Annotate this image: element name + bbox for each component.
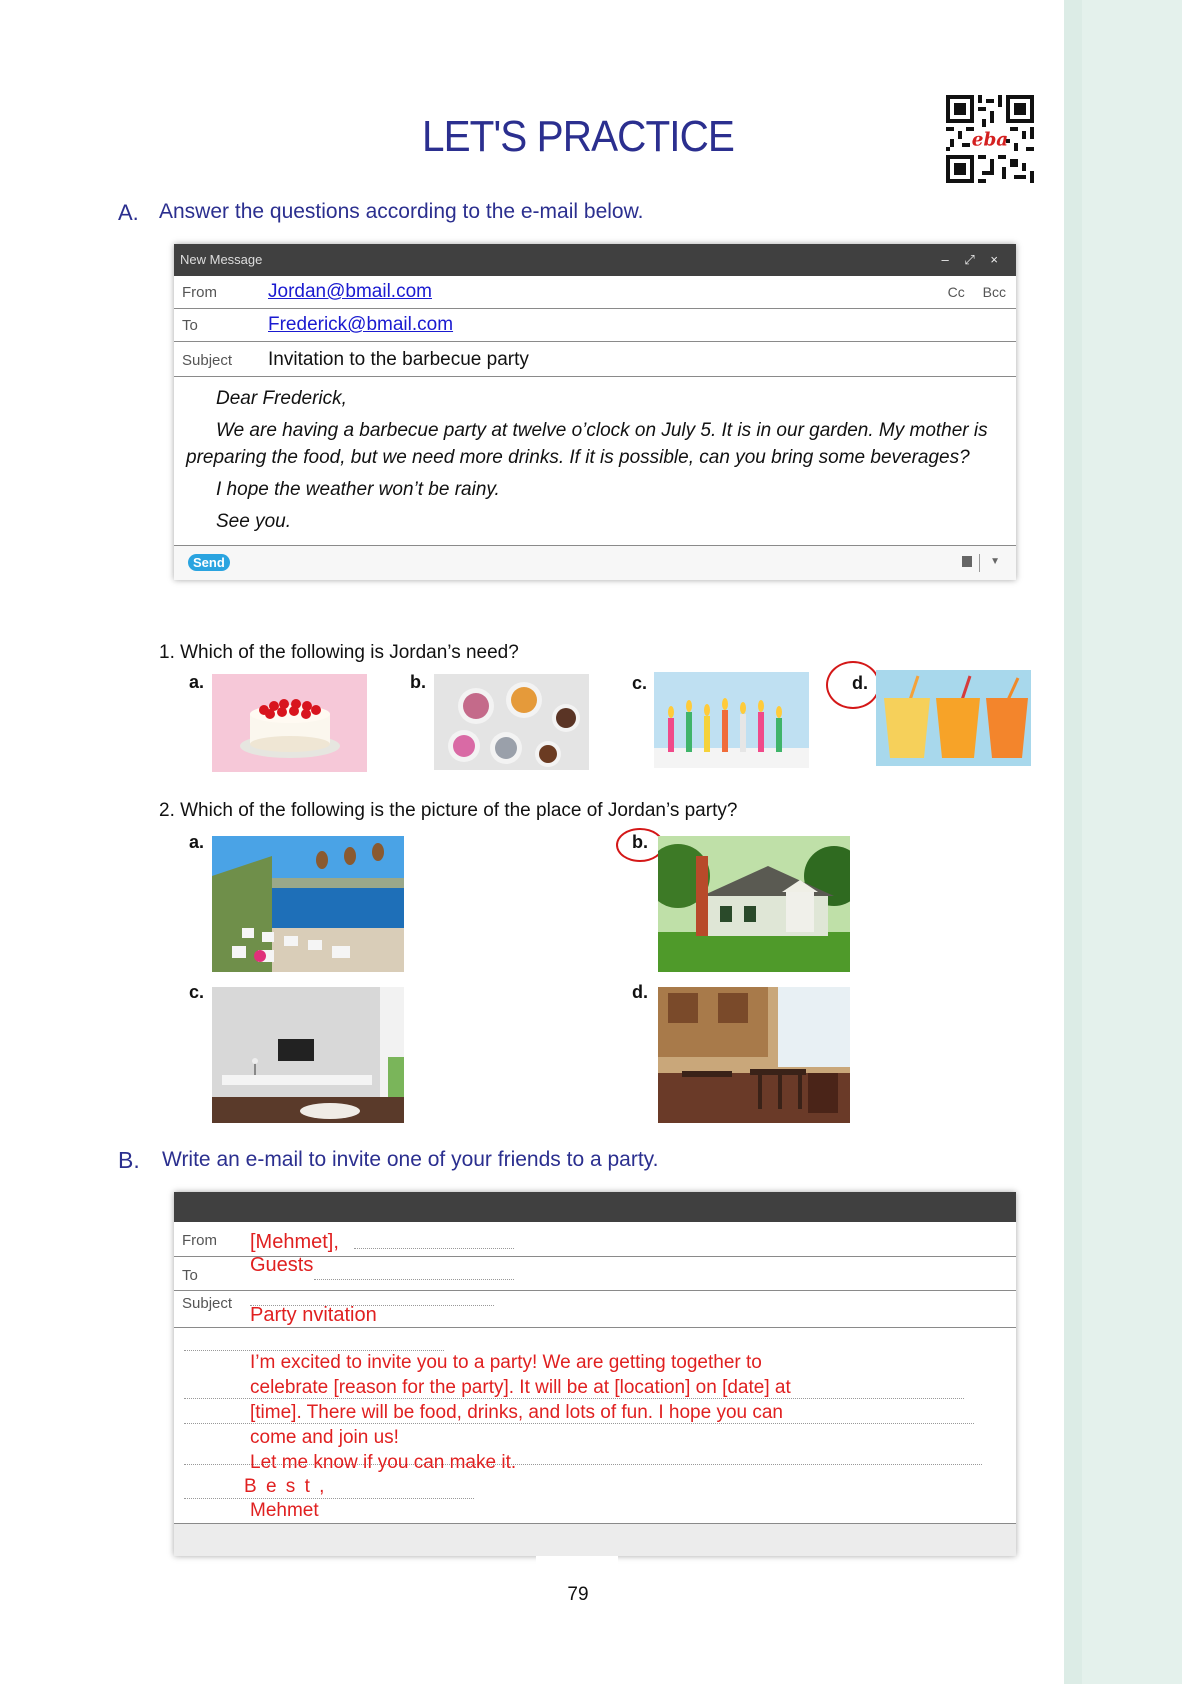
to-row: [174, 309, 1016, 342]
compose-email-form: [174, 1192, 1016, 1556]
cc-link[interactable]: Cc: [947, 284, 965, 300]
house-garden-image: [658, 836, 850, 972]
q1-option-a: a.: [189, 672, 205, 692]
email-window-title: New Message: [180, 252, 263, 267]
from-email-link[interactable]: Jordan@bmail.com: [268, 281, 432, 302]
subject-label: Subject: [182, 352, 233, 369]
compose-from-row: [174, 1222, 1016, 1257]
cake-image: [212, 674, 367, 772]
compose-to-label: To: [182, 1267, 198, 1284]
q2-option-b: b.: [632, 832, 648, 852]
chevron-down-icon[interactable]: ▼: [990, 556, 1000, 567]
compose-signature: Mehmet: [250, 1500, 319, 1521]
q2-option-d: d.: [632, 982, 648, 1002]
q2-option-a: a.: [189, 832, 205, 852]
dotted-line: [354, 1248, 514, 1249]
email-title-bar: [174, 244, 1016, 276]
cafe-interior-image: [658, 987, 850, 1123]
compose-body-text: [250, 1350, 791, 1475]
dotted-line: [250, 1305, 494, 1306]
compose-from-value[interactable]: [Mehmet],: [250, 1231, 339, 1253]
to-email-link[interactable]: Frederick@bmail.com: [268, 314, 454, 335]
trash-icon[interactable]: [962, 556, 972, 567]
answer-circle-q1: [826, 661, 880, 709]
email-body: [174, 377, 1016, 545]
sprinkles-image: [434, 674, 589, 770]
living-room-image: [212, 987, 404, 1123]
to-label: To: [182, 317, 198, 334]
side-margin-strip-inner: [1082, 0, 1182, 1684]
compose-body-line-4: come and join us!: [250, 1427, 399, 1448]
compose-body[interactable]: [174, 1328, 1016, 1524]
compose-body-line-3: [time]. There will be food, drinks, and lots of fun. I hope you can: [250, 1402, 784, 1423]
candles-image: [654, 672, 809, 768]
divider: [979, 554, 980, 572]
send-button[interactable]: Send: [188, 554, 230, 571]
bcc-link[interactable]: Bcc: [982, 284, 1006, 300]
compose-sign-off: B e s t ,: [244, 1476, 327, 1497]
subject-row: [174, 342, 1016, 377]
seaside-restaurant-image: [212, 836, 404, 972]
compose-body-line-5: Let me know if you can make it.: [250, 1452, 517, 1473]
email-footer: [174, 545, 1016, 580]
question-2: 2. Which of the following is the picture of the place of Jordan’s party?: [159, 800, 738, 821]
dotted-line: [184, 1498, 474, 1499]
section-b-instruction: Write an e-mail to invite one of your friends to a party.: [162, 1148, 659, 1171]
page-number: 79: [567, 1584, 589, 1605]
cc-bcc-links[interactable]: [948, 284, 1006, 300]
email-closing: See you.: [216, 511, 291, 532]
question-1: 1. Which of the following is Jordan’s need?: [159, 642, 519, 663]
from-label: From: [182, 284, 217, 301]
compose-subject-label: Subject: [182, 1295, 233, 1312]
window-controls[interactable]: – ⤢ ×: [941, 252, 1004, 267]
compose-to-value[interactable]: Guests: [250, 1254, 314, 1276]
q2-option-c: c.: [189, 982, 205, 1002]
compose-body-line-1: I’m excited to invite you to a party! We are getting together to: [250, 1352, 762, 1373]
compose-footer: [174, 1524, 1016, 1556]
email-greeting: Dear Frederick,: [216, 388, 347, 409]
section-a-instruction: Answer the questions according to the e-mail below.: [159, 200, 644, 223]
from-row: [174, 276, 1016, 309]
q1-option-c: c.: [632, 673, 648, 693]
page-gap: [536, 1556, 618, 1570]
email-window: [174, 244, 1016, 580]
email-paragraph-1: We are having a barbecue party at twelve o’clock on July 5. It is in our garden. My mother is preparing the food, but we need more drinks. If it is possible, can you bring some beverages?: [186, 420, 988, 468]
compose-to-row: [174, 1254, 1016, 1291]
compose-subject-row: [174, 1291, 1016, 1328]
compose-body-line-2: celebrate [reason for the party]. It will be at [location] on [date] at: [250, 1377, 791, 1398]
page-title: LET'S PRACTICE: [421, 112, 734, 161]
qr-logo-text: eba: [971, 129, 1009, 151]
q1-option-b: b.: [410, 672, 426, 692]
compose-from-label: From: [182, 1232, 217, 1249]
email-paragraph-2: I hope the weather won’t be rainy.: [216, 479, 500, 500]
compose-subject-value[interactable]: Party nvitation: [250, 1304, 377, 1326]
subject-value: Invitation to the barbecue party: [268, 349, 529, 370]
answer-circle-q2: [616, 828, 664, 862]
section-b-letter: B.: [118, 1147, 140, 1173]
compose-title-bar: [174, 1192, 1016, 1222]
q1-option-d: d.: [852, 673, 868, 693]
qr-code-icon: [946, 95, 1034, 183]
juice-image: [876, 670, 1031, 766]
dotted-line: [314, 1279, 514, 1280]
section-a-letter: A.: [118, 200, 139, 225]
